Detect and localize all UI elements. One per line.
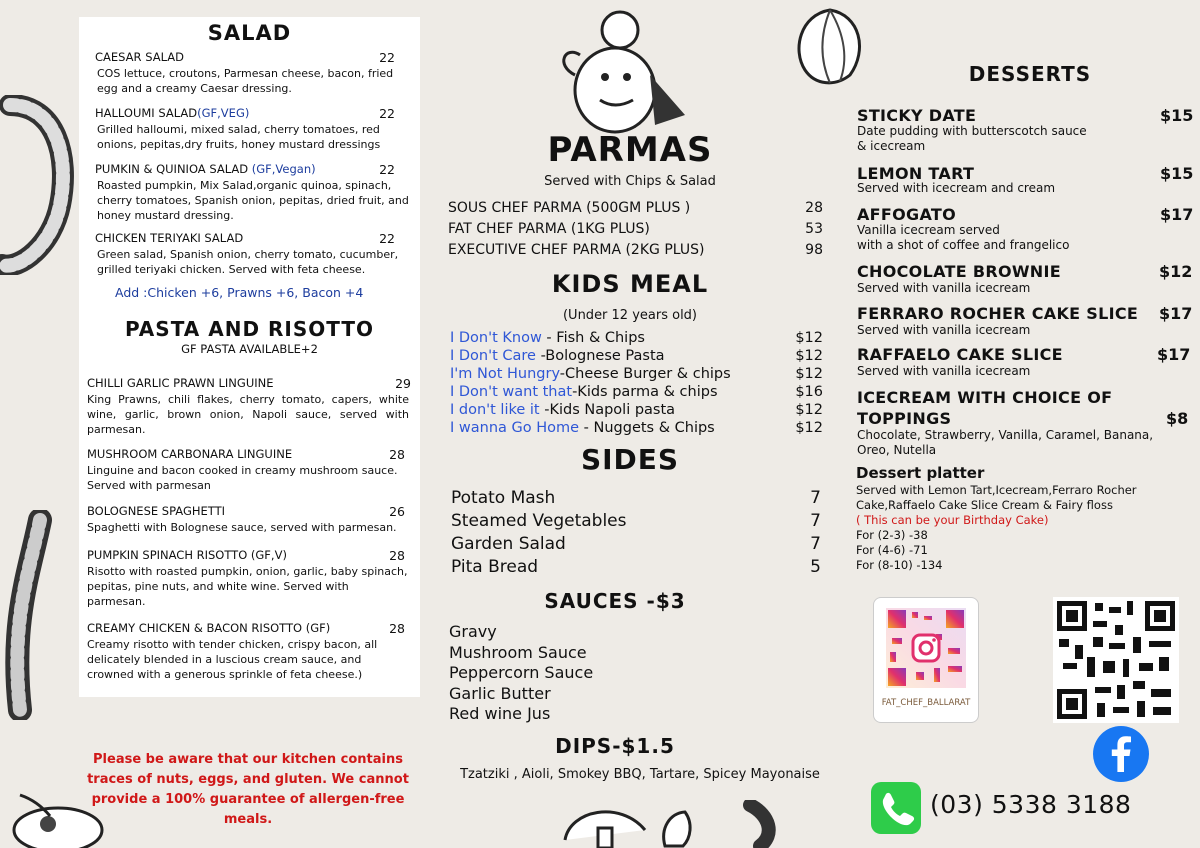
salad-item (87, 162, 409, 223)
dips-list: Tzatziki , Aioli, Smokey BBQ, Tartare, Spicey Mayonaise (460, 767, 820, 782)
sides-heading: SIDES (580, 443, 680, 476)
kids-desc: -Bolognese Pasta (540, 348, 665, 364)
dessert-desc (857, 124, 1087, 154)
dips-heading: DIPS-$1.5 (555, 734, 675, 758)
icecream-price: $8 (1166, 409, 1189, 428)
pasta-item (87, 548, 409, 609)
kids-price: $16 (795, 384, 823, 400)
dessert-name: FERRARO ROCHER CAKE SLICE (857, 304, 1139, 323)
salad-item-tag: (GF,Vegan) (251, 162, 316, 176)
allergen-notice: Please be aware that our kitchen contains traces of nuts, eggs, and gluten. We cannot provide a 100% guarantee of allergen-free meals. (87, 752, 409, 827)
dessert-price: $15 (1160, 164, 1194, 183)
parma-row (448, 221, 823, 237)
icecream-desc-line: Oreo, Nutella (857, 443, 937, 457)
dessert-desc (857, 181, 1055, 196)
facebook-icon[interactable] (1093, 726, 1149, 782)
sauce-item: Mushroom Sauce (449, 642, 587, 662)
instagram-qr-code (886, 608, 966, 688)
chili-illustration-bottom-mid (730, 800, 790, 848)
side-price: 7 (810, 511, 821, 531)
dessert-desc-line: with a shot of coffee and frangelico (857, 238, 1070, 252)
chef-illustration (545, 5, 695, 145)
pasta-item-desc: Risotto with roasted pumpkin, onion, garlic, baby spinach, pepitas, pine nuts, and white wine. Served with parmesan. (87, 565, 408, 608)
salad-item-name: CHICKEN TERIYAKI SALAD (95, 231, 244, 245)
dessert-platter-name: Dessert platter (856, 464, 985, 482)
kids-meal-subheading: (Under 12 years old) (562, 308, 698, 323)
side-row (451, 534, 821, 554)
kids-row (450, 330, 823, 346)
dessert-name: CHOCOLATE BROWNIE (857, 262, 1061, 281)
salad-item-desc: Grilled halloumi, mixed salad, cherry tomatoes, red onions, pepitas,dry fruits, honey mustard dressings (97, 123, 381, 151)
salad-heading: SALAD (207, 21, 292, 45)
kids-desc: - Nuggets & Chips (579, 420, 715, 436)
pasta-item (87, 504, 409, 535)
dessert-desc-line: Vanilla icecream served (857, 223, 1000, 237)
pasta-item-price: 28 (389, 447, 405, 462)
kids-row (450, 348, 823, 364)
kids-label: I wanna Go Home (450, 420, 580, 436)
kids-price: $12 (795, 348, 823, 364)
platter-desc-line: Cake,Raffaelo Cake Slice Cream & Fairy floss (856, 498, 1113, 512)
salad-item-price: 22 (379, 231, 395, 246)
pasta-item-name: CHILLI GARLIC PRAWN LINGUINE (87, 376, 274, 390)
kids-label: I Don't Know (450, 330, 542, 346)
salad-item-price: 22 (379, 162, 395, 177)
phone-number[interactable]: (03) 5338 3188 (930, 790, 1132, 819)
side-name: Garden Salad (451, 534, 566, 554)
kids-row (450, 402, 823, 418)
sauce-item: Peppercorn Sauce (449, 663, 594, 682)
platter-option: For (4-6) -71 (856, 543, 928, 557)
mushroom-illustration-bottom (560, 800, 650, 848)
salad-item (87, 231, 409, 277)
dessert-desc-line: Served with icecream and cream (857, 181, 1056, 195)
dessert-desc-line: Served with vanilla icecream (857, 281, 1031, 295)
dessert-name: STICKY DATE (857, 106, 977, 125)
pasta-item-price: 29 (395, 376, 411, 391)
parma-price: 53 (805, 221, 823, 237)
kids-label: I'm Not Hungry (450, 366, 560, 382)
parma-name: EXECUTIVE CHEF PARMA (2KG PLUS) (448, 242, 705, 258)
kids-desc: -Kids parma & chips (572, 384, 718, 400)
sauce-item: Red wine Jus (449, 704, 551, 723)
garlic-illustration (790, 5, 870, 85)
icecream-name: ICECREAM WITH CHOICE OF (857, 388, 1113, 407)
sausage-illustration-top-left (0, 95, 80, 275)
kids-label: I Don't want that (450, 384, 573, 400)
pasta-item-desc: Spaghetti with Bolognese sauce, served with parmesan. (87, 521, 397, 534)
kids-price: $12 (795, 366, 823, 382)
kids-desc: -Kids Napoli pasta (544, 402, 676, 418)
salad-item-desc: COS lettuce, croutons, Parmesan cheese, bacon, fried egg and a creamy Caesar dressing. (97, 67, 394, 95)
salad-item-name: HALLOUMI SALAD (95, 106, 198, 120)
pasta-item (87, 621, 409, 682)
dessert-desc (857, 223, 1069, 253)
dessert-desc-line: Served with vanilla icecream (857, 323, 1031, 337)
side-row (451, 557, 821, 577)
side-row (451, 488, 821, 508)
dessert-platter-desc (856, 483, 1137, 573)
parmas-heading: PARMAS (547, 130, 713, 170)
salad-item-name: CAESAR SALAD (95, 50, 184, 64)
parma-price: 28 (805, 200, 823, 216)
kids-price: $12 (795, 330, 823, 346)
kids-label: I don't like it (450, 402, 545, 418)
pasta-item-desc: King Prawns, chili flakes, cherry tomato, capers, white wine, garlic, brown onion, Napoli sauce, served with parmesan. (87, 393, 409, 436)
phone-icon[interactable] (871, 782, 921, 834)
pasta-item-desc: Linguine and bacon cooked in creamy mushroom sauce. Served with parmesan (87, 464, 398, 492)
icecream-name-line2: TOPPINGS (857, 409, 952, 428)
salad-item-name: PUMKIN & QUINIOA SALAD (95, 162, 252, 176)
salad-item-price: 22 (379, 50, 395, 65)
pasta-item-name: PUMPKIN SPINACH RISOTTO (GF,V) (87, 548, 287, 562)
dessert-price: $15 (1160, 106, 1194, 125)
pepper-illustration-bottom (655, 808, 695, 848)
parma-row (448, 200, 823, 216)
parma-row (448, 242, 823, 258)
salad-item (87, 50, 409, 96)
facebook-qr-code[interactable] (1053, 597, 1179, 723)
salad-addons: Add :Chicken +6, Prawns +6, Bacon +4 (115, 285, 364, 300)
kids-row (450, 384, 823, 400)
instagram-qr-card[interactable] (873, 597, 979, 723)
salad-pasta-panel (79, 17, 420, 697)
kids-price: $12 (795, 402, 823, 418)
pasta-item-desc: Creamy risotto with tender chicken, crispy bacon, all delicately blended in a luscious cream sauce, and crowned with a generous sprinkle of feta cheese.) (87, 638, 378, 681)
parma-price: 98 (805, 242, 823, 258)
side-name: Pita Bread (451, 557, 539, 577)
side-price: 7 (810, 534, 821, 554)
side-price: 7 (810, 488, 821, 508)
dessert-desc-line: & icecream (857, 139, 926, 153)
pasta-item-price: 28 (389, 548, 405, 563)
instagram-handle: FAT_CHEF_BALLARAT (881, 698, 971, 708)
pasta-item-name: MUSHROOM CARBONARA LINGUINE (87, 447, 293, 461)
pasta-subheading: GF PASTA AVAILABLE+2 (181, 342, 318, 356)
parma-name: SOUS CHEF PARMA (500GM PLUS ) (448, 200, 691, 216)
platter-desc-line: Served with Lemon Tart,Icecream,Ferraro Rocher (856, 483, 1137, 497)
pasta-item (87, 447, 409, 493)
dessert-name: RAFFAELO CAKE SLICE (857, 345, 1063, 364)
pasta-heading: PASTA AND RISOTTO (124, 317, 374, 341)
sausage-illustration-left (0, 510, 60, 720)
side-name: Potato Mash (451, 488, 556, 508)
dessert-price: $17 (1159, 304, 1193, 323)
pasta-item (87, 376, 409, 437)
icecream-desc (857, 428, 1153, 458)
dessert-price: $17 (1157, 345, 1191, 364)
dessert-name: LEMON TART (857, 164, 975, 183)
platter-note: ( This can be your Birthday Cake) (856, 513, 1049, 527)
kids-label: I Don't Care (450, 348, 541, 364)
side-row (451, 511, 821, 531)
kids-row (450, 420, 823, 436)
dessert-name: AFFOGATO (857, 205, 957, 224)
salad-item-price: 22 (379, 106, 395, 121)
dessert-desc-line: Date pudding with butterscotch sauce (857, 124, 1087, 138)
parma-name: FAT CHEF PARMA (1KG PLUS) (448, 221, 650, 237)
dessert-price: $12 (1159, 262, 1193, 281)
sauce-item: Garlic Butter (449, 683, 551, 703)
kids-desc: -Cheese Burger & chips (559, 366, 731, 382)
kids-row (450, 366, 823, 382)
dessert-desc (857, 323, 1030, 338)
salad-item-tag: (GF,VEG) (197, 106, 250, 120)
sauces-list (449, 622, 593, 725)
sauce-item: Gravy (449, 622, 497, 641)
pasta-item-name: CREAMY CHICKEN & BACON RISOTTO (GF) (87, 621, 331, 635)
platter-option: For (2-3) -38 (856, 528, 928, 542)
kids-price: $12 (795, 420, 823, 436)
kids-desc: - Fish & Chips (541, 330, 645, 346)
platter-option: For (8-10) -134 (856, 558, 943, 572)
pasta-item-price: 28 (389, 621, 405, 636)
dessert-desc-line: Served with vanilla icecream (857, 364, 1031, 378)
dessert-desc (857, 364, 1030, 379)
side-price: 5 (810, 557, 821, 577)
icecream-desc-line: Chocolate, Strawberry, Vanilla, Caramel, Banana, (857, 428, 1154, 442)
dessert-desc (857, 281, 1030, 296)
pasta-item-name: BOLOGNESE SPAGHETTI (87, 504, 226, 518)
dessert-price: $17 (1160, 205, 1194, 224)
sauces-heading: SAUCES -$3 (544, 589, 686, 613)
parmas-subheading: Served with Chips & Salad (544, 174, 716, 189)
salad-item-desc: Green salad, Spanish onion, cherry tomato, cucumber, grilled teriyaki chicken. Served with feta cheese. (97, 248, 399, 276)
desserts-heading: DESSERTS (968, 62, 1092, 86)
kids-meal-heading: KIDS MEAL (551, 270, 709, 298)
pasta-item-price: 26 (389, 504, 405, 519)
side-name: Steamed Vegetables (451, 511, 627, 531)
salad-item (87, 106, 409, 152)
salad-item-desc: Roasted pumpkin, Mix Salad,organic quinoa, spinach, cherry tomatoes, Spanish onion, pepitas, dried fruit, and honey mustard dressing. (97, 179, 409, 222)
